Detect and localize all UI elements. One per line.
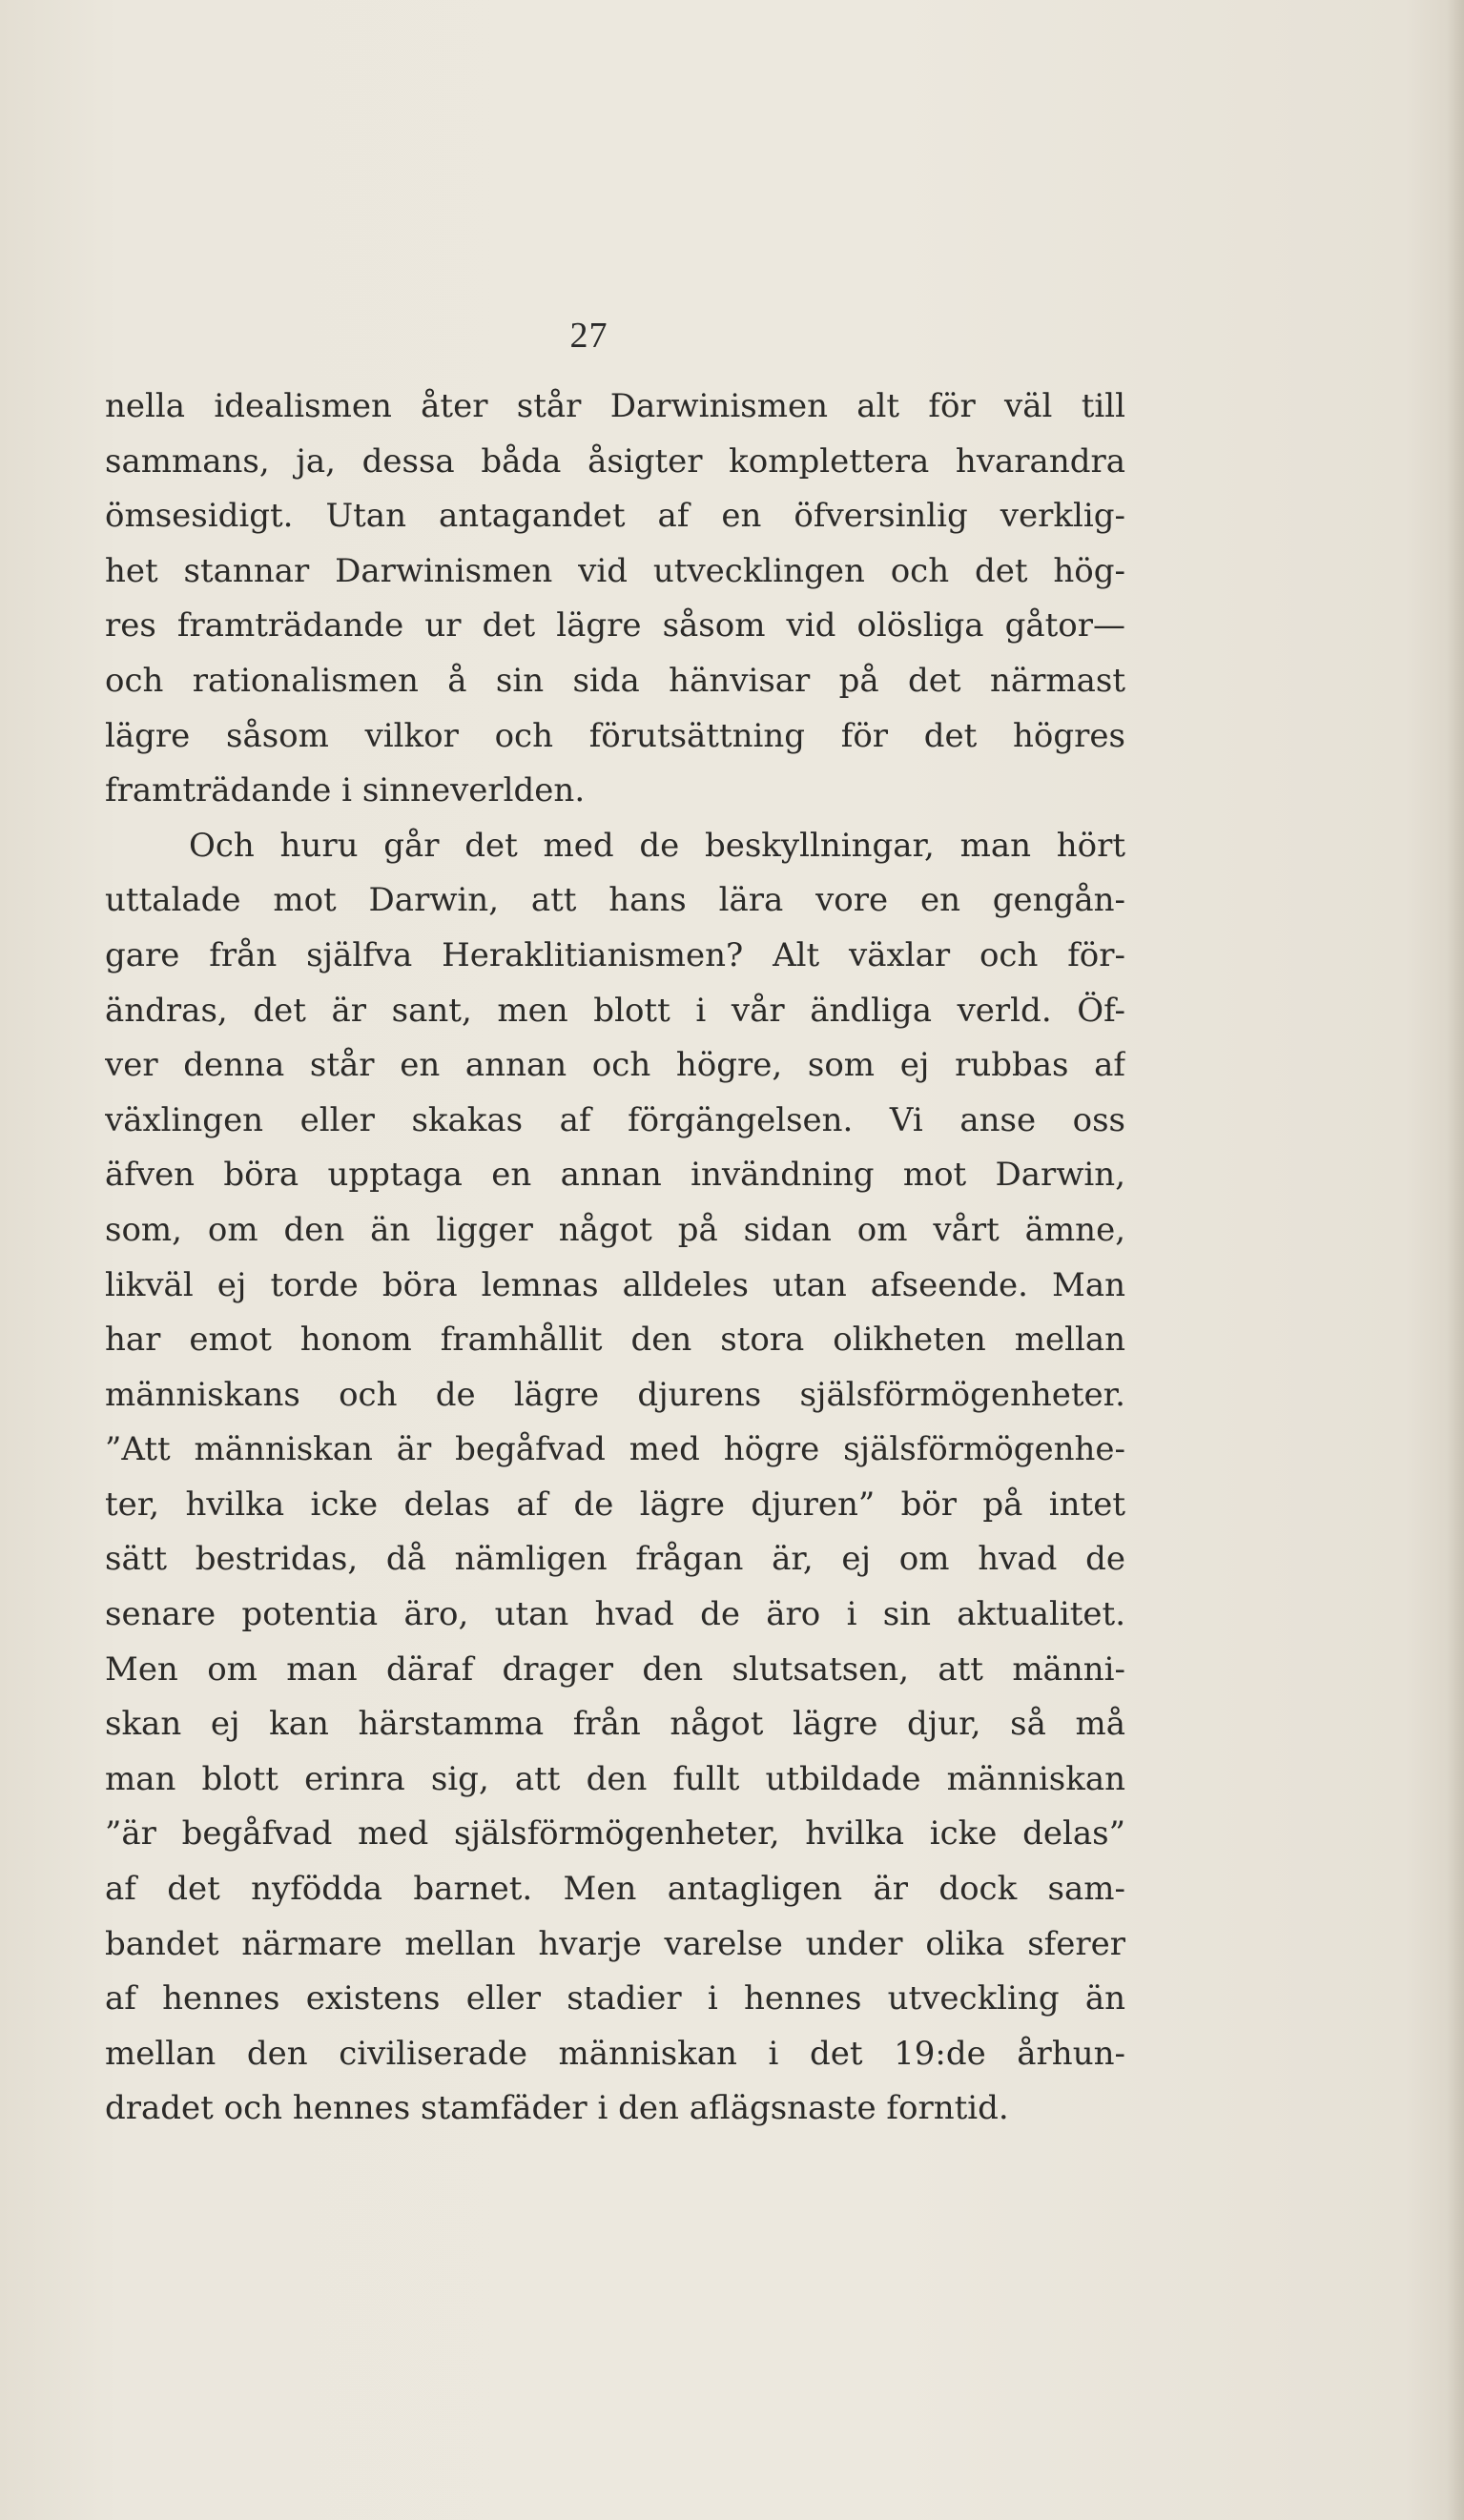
text-line: bandet närmare mellan hvarje varelse under olika sferer bbox=[105, 1924, 1125, 1963]
text-line: människans och de lägre djurens själsförmögenheter. bbox=[105, 1375, 1125, 1414]
text-line: mellan den civiliserade människan i det 19:de århun- bbox=[105, 2034, 1125, 2073]
paragraph-end-line: dradet och hennes stamfäder i den aflägsnaste forntid. bbox=[105, 2089, 1009, 2128]
paragraph-start-line: Och huru går det med de beskyllningar, man hört bbox=[189, 826, 1125, 865]
text-line: ändras, det är sant, men blott i vår ändliga verld. Öf- bbox=[105, 991, 1125, 1030]
text-line: växlingen eller skakas af förgängelsen. Vi anse oss bbox=[105, 1100, 1125, 1139]
text-line: het stannar Darwinismen vid utvecklingen och det hög- bbox=[105, 551, 1125, 590]
text-line: och rationalismen å sin sida hänvisar på det närmast bbox=[105, 661, 1125, 700]
text-line: sätt bestridas, då nämligen frågan är, ej om hvad de bbox=[105, 1540, 1125, 1579]
page-number: 27 bbox=[569, 316, 608, 356]
text-line: äfven böra upptaga en annan invändning mot Darwin, bbox=[105, 1156, 1125, 1195]
text-line: senare potentia äro, utan hvad de äro i sin aktualitet. bbox=[105, 1595, 1125, 1634]
text-line: ”är begåfvad med själsförmögenheter, hvilka icke delas” bbox=[105, 1814, 1125, 1854]
text-line: ter, hvilka icke delas af de lägre djuren” bör på intet bbox=[105, 1485, 1125, 1524]
text-line: sammans, ja, dessa båda åsigter komplettera hvarandra bbox=[105, 441, 1125, 481]
text-line: Men om man däraf drager den slutsatsen, att männi- bbox=[105, 1649, 1125, 1689]
text-line: ver denna står en annan och högre, som ej rubbas af bbox=[105, 1046, 1125, 1085]
text-line: af hennes existens eller stadier i hennes utveckling än bbox=[105, 1979, 1125, 2018]
text-line: nella idealismen åter står Darwinismen alt för väl till bbox=[105, 387, 1125, 425]
text-line: res framträdande ur det lägre såsom vid olösliga gåtor— bbox=[105, 606, 1125, 645]
text-line: gare från själfva Heraklitianismen? Alt växlar och för- bbox=[105, 935, 1125, 974]
body-text bbox=[105, 379, 1125, 2137]
text-line: af det nyfödda barnet. Men antagligen är dock sam- bbox=[105, 1870, 1125, 1909]
text-line: man blott erinra sig, att den fullt utbildade människan bbox=[105, 1759, 1125, 1798]
text-line: som, om den än ligger något på sidan om vårt ämne, bbox=[105, 1210, 1125, 1249]
text-line: ”Att människan är begåfvad med högre själsförmögenhe- bbox=[105, 1430, 1125, 1469]
text-line: likväl ej torde böra lemnas alldeles utan afseende. Man bbox=[105, 1265, 1125, 1304]
page-edge-shadow bbox=[1447, 0, 1464, 2520]
text-line: ömsesidigt. Utan antagandet af en öfversinlig verklig- bbox=[105, 497, 1125, 536]
text-line: lägre såsom vilkor och förutsättning för det högres bbox=[105, 716, 1125, 755]
text-line: uttalade mot Darwin, att hans lära vore en gengån- bbox=[105, 881, 1125, 920]
text-line: har emot honom framhållit den stora olikheten mellan bbox=[105, 1321, 1125, 1360]
text-line: skan ej kan härstamma från något lägre djur, så må bbox=[105, 1705, 1125, 1744]
paragraph-end-line: framträdande i sinneverlden. bbox=[105, 771, 586, 810]
